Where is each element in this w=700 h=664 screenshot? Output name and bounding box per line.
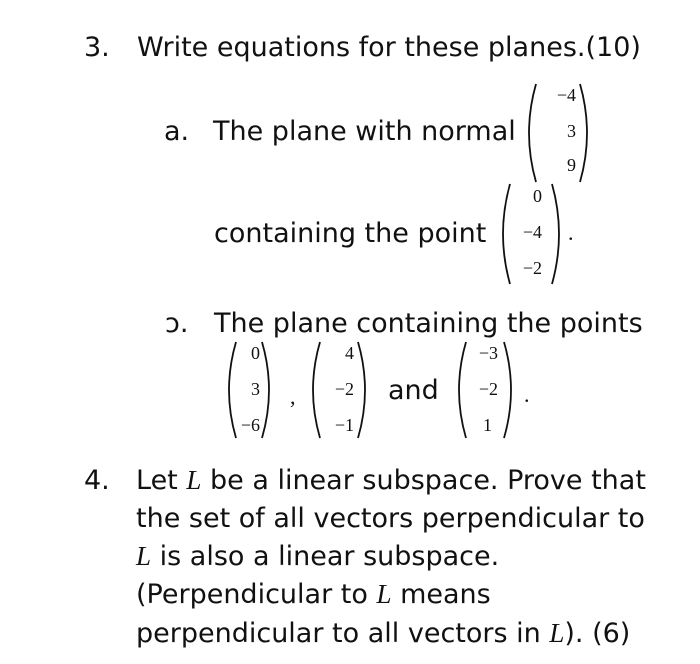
point-2-vector [306, 338, 372, 442]
question-4-text: perpendicular to all vectors in [136, 618, 541, 649]
point-1-entry: −6 [240, 415, 260, 435]
part-b-marker: ɔ. [165, 308, 189, 339]
subspace-variable: L [186, 465, 202, 495]
point-1-entry: 0 [251, 343, 260, 363]
part-a-marker: a. [164, 116, 190, 147]
question-4-text: (Perpendicular to [136, 579, 368, 610]
subspace-variable: L [376, 579, 392, 609]
part-b-line-1: The plane containing the points [214, 308, 643, 339]
normal-vector-entry: 3 [567, 121, 576, 141]
question-4-line-3 [136, 543, 499, 570]
point-2-entry: −2 [334, 379, 354, 399]
question-4-text: Let [136, 465, 178, 496]
subspace-variable: L [549, 618, 565, 648]
subspace-variable: L [136, 541, 152, 571]
point-3-entry: −2 [478, 379, 498, 399]
point-vector-entry: −2 [522, 258, 542, 278]
point-vector-entry: −4 [522, 222, 542, 242]
point-1-vector [222, 338, 276, 442]
question-4-line-2: the set of all vectors perpendicular to [136, 503, 645, 534]
point-3-entry: −3 [478, 343, 498, 363]
point-3-vector [452, 338, 518, 442]
point-3-entry: 1 [483, 415, 492, 435]
points-separator: , [290, 384, 296, 409]
question-4-text: means [400, 579, 491, 610]
point-2-entry: −1 [334, 415, 354, 435]
question-4-line-1 [136, 467, 646, 494]
point-1-entry: 3 [251, 379, 260, 399]
point-2-entry: 4 [345, 343, 354, 363]
question-3-title: Write equations for these planes.(10) [137, 32, 641, 63]
normal-vector-entry: −4 [556, 85, 576, 105]
question-4-text: be a linear subspace. Prove that [209, 465, 646, 496]
question-4-line-4 [136, 581, 491, 608]
question-4-text: ). (6) [564, 618, 631, 649]
and-word: and [388, 375, 439, 406]
part-a-period: . [568, 220, 574, 245]
normal-vector [520, 80, 596, 186]
question-4-line-5 [136, 620, 630, 647]
point-vector-entry: 0 [533, 186, 542, 206]
part-a-line-1: The plane with normal [213, 116, 516, 147]
question-4-text: is also a linear subspace. [159, 541, 500, 572]
part-a-line-2: containing the point [214, 218, 487, 249]
question-4-number: 4. [84, 465, 110, 496]
question-3-number: 3. [84, 32, 110, 63]
part-b-period: . [524, 382, 530, 407]
point-vector [494, 180, 568, 288]
normal-vector-entry: 9 [567, 155, 576, 175]
